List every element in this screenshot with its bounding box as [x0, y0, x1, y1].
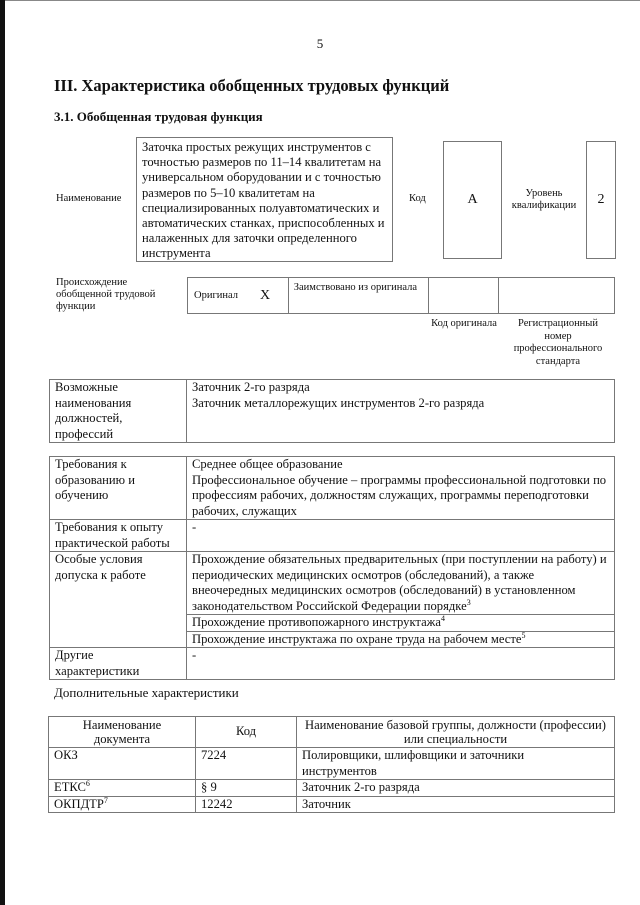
footnote-ref: 4 — [440, 613, 445, 623]
origin-label: Происхождение обобщенной трудовой функции — [56, 277, 156, 312]
condition-item — [187, 552, 615, 615]
footnote-ref: 6 — [85, 778, 90, 788]
table-row — [50, 380, 615, 443]
requirements-table — [49, 456, 615, 680]
education-item: Профессиональное обучение – программы профессиональной подготовки по профессиям рабочих, должностям служащих, программы переподготовки рабочих, служащих — [192, 472, 607, 518]
table-header-row — [49, 717, 615, 748]
table-row — [50, 457, 615, 520]
table-row — [49, 796, 615, 813]
doc-cell — [49, 796, 196, 813]
code-cell: 12242 — [196, 796, 297, 813]
experience-value: - — [187, 520, 615, 552]
condition-text: Прохождение противопожарного инструктажа — [192, 615, 441, 629]
footnote-ref: 7 — [103, 795, 108, 805]
original-mark: X — [260, 287, 271, 303]
code-cell: § 9 — [196, 780, 297, 797]
code-cell: 7224 — [196, 748, 297, 780]
section-subtitle: 3.1. Обобщенная трудовая функция — [54, 109, 263, 124]
footnote-ref: 3 — [466, 597, 471, 607]
table-row — [50, 520, 615, 552]
positions-table — [49, 379, 615, 443]
condition-item — [187, 615, 615, 632]
education-label: Требования к образованию и обучению — [50, 457, 187, 520]
level-label: Уровень квалификации — [511, 188, 577, 211]
header-doc: Наименование документа — [49, 717, 196, 748]
table-row — [49, 780, 615, 797]
table-row — [50, 648, 615, 680]
doc-name: ЕТКС — [54, 780, 86, 794]
table-row — [49, 748, 615, 780]
header-code: Код — [196, 717, 297, 748]
function-code-value: A — [443, 141, 502, 259]
original-cell — [188, 278, 289, 313]
positions-label: Возможные наименования должностей, профессий — [50, 380, 187, 443]
section-title: III. Характеристика обобщенных трудовых функций — [54, 76, 450, 95]
doc-cell — [49, 748, 196, 780]
condition-text: Прохождение обязательных предварительных (при поступлении на работу) и периодических медицинских осмотров (обследований), а также внеочередных медицинских осмотров (обследований) в установленном законодательством Российской Федерации порядке — [192, 552, 607, 613]
doc-name: ОКЗ — [54, 748, 78, 762]
doc-name: ОКПДТР — [54, 796, 104, 811]
additional-title: Дополнительные характеристики — [54, 685, 239, 700]
positions-values — [187, 380, 615, 443]
conditions-label: Особые условия допуска к работе — [50, 552, 187, 648]
function-name-value: Заточка простых режущих инструментов с точностью размеров по 11–14 квалитетам на универсальном оборудовании и с точностью размеров по 5–10 квалитетам на специализированных полуавтоматических и автоматических станках, приспособленных и налаженных для заточки определенного инструмента — [136, 137, 393, 262]
original-code-caption: Код оригинала — [431, 318, 497, 329]
borrowed-cell: Заимствовано из оригинала — [289, 278, 430, 313]
scan-top-edge — [5, 0, 640, 1]
scan-left-edge — [0, 0, 5, 905]
name-cell: Заточник — [297, 796, 615, 813]
name-cell: Полировщики, шлифовщики и заточники инструментов — [297, 748, 615, 780]
code-label: Код — [409, 193, 426, 204]
condition-text: Прохождение инструктажа по охране труда на рабочем месте — [192, 631, 522, 646]
other-value: - — [187, 648, 615, 680]
original-code-cell — [429, 278, 499, 313]
table-row — [50, 552, 615, 615]
origin-table — [187, 277, 615, 314]
name-cell: Заточник 2-го разряда — [297, 780, 615, 797]
name-label: Наименование — [56, 193, 122, 204]
page-number: 5 — [316, 36, 324, 51]
reg-number-cell — [499, 278, 614, 313]
reg-number-caption: Регистрационный номер профессионального стандарта — [513, 318, 603, 367]
experience-label: Требования к опыту практической работы — [50, 520, 187, 552]
doc-cell — [49, 780, 196, 797]
position-item: Заточник 2-го разряда — [192, 380, 310, 394]
education-values — [187, 457, 615, 520]
additional-table — [48, 716, 615, 813]
condition-item — [187, 631, 615, 648]
other-label: Другие характеристики — [50, 648, 187, 680]
footnote-ref: 5 — [521, 630, 526, 640]
original-label: Оригинал — [194, 289, 238, 301]
position-item: Заточник металлорежущих инструментов 2-го разряда — [192, 395, 485, 410]
education-item: Среднее общее образование — [192, 457, 343, 471]
level-value: 2 — [586, 141, 616, 259]
header-name: Наименование базовой группы, должности (профессии) или специальности — [297, 717, 615, 748]
